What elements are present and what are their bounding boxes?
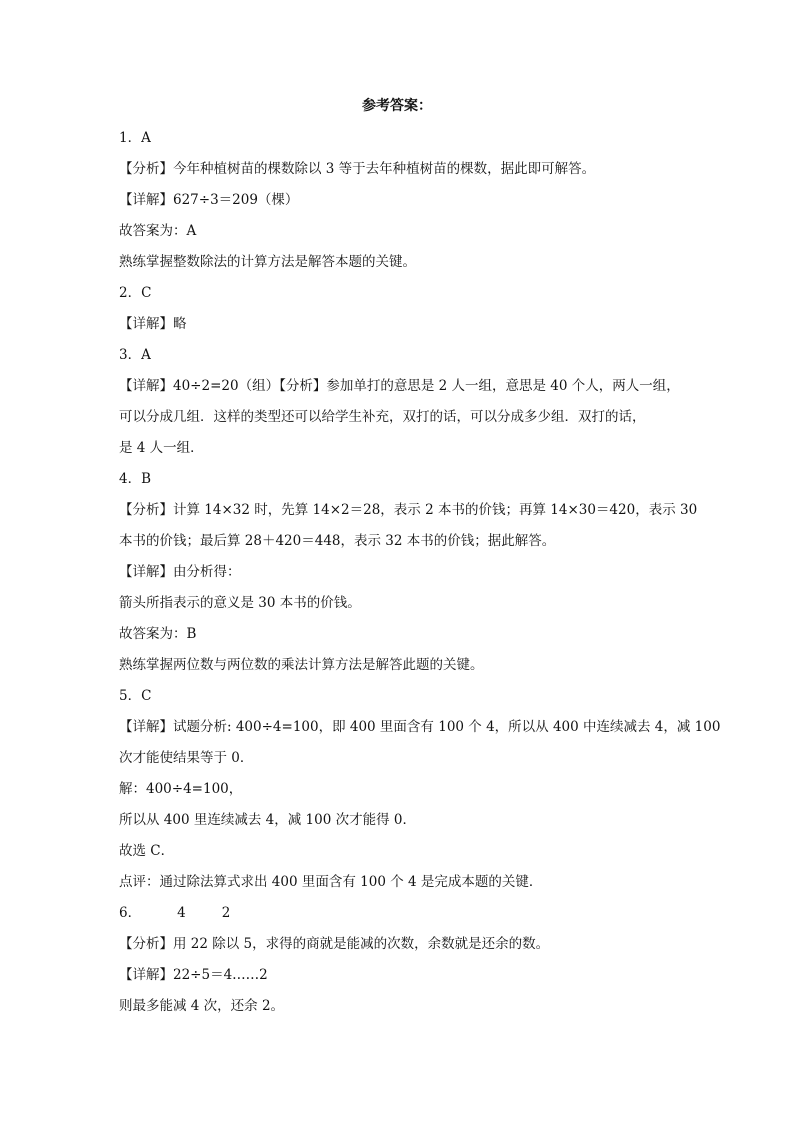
q4-detail-body: 箭头所指表示的意义是 30 本书的价钱。 xyxy=(119,595,361,611)
q1-comment: 熟练掌握整数除法的计算方法是解答本题的关键。 xyxy=(119,254,416,270)
q3-detail-line-2: 可以分成几组．这样的类型还可以给学生补充，双打的话，可以分成多少组．双打的话， xyxy=(119,409,646,425)
q4-answer: 4．B xyxy=(119,471,152,487)
q5-detail-line-2: 次才能使结果等于 0． xyxy=(119,750,254,766)
q1-answer: 1．A xyxy=(119,130,151,146)
q4-conclusion: 故答案为：B xyxy=(119,626,197,642)
q6-conclusion: 则最多能减 4 次，还余 2。 xyxy=(119,998,285,1014)
q5-detail-line-1: 【详解】试题分析: 400÷4=100，即 400 里面含有 100 个 4，所以从 400 中连续减去 4，减 100 xyxy=(119,719,721,735)
q5-solution: 解：400÷4=100， xyxy=(119,781,243,797)
q6-analysis: 【分析】用 22 除以 5，求得的商就是能减的次数，余数就是还余的数。 xyxy=(119,936,550,952)
q2-detail: 【详解】略 xyxy=(119,316,187,332)
answer-content xyxy=(119,123,721,1022)
q4-analysis-line-1: 【分析】计算 14×32 时，先算 14×2＝28，表示 2 本书的价钱；再算 14×30＝420，表示 30 xyxy=(119,502,698,518)
q3-detail-line-3: 是 4 人一组． xyxy=(119,440,204,456)
q6-number: 6． xyxy=(119,905,142,921)
q2-answer: 2．C xyxy=(119,285,152,301)
q6-answer-1: 4 xyxy=(177,905,186,921)
q6-detail: 【详解】22÷5＝4……2 xyxy=(119,967,268,983)
q1-conclusion: 故答案为：A xyxy=(119,223,197,239)
page-title: 参考答案： xyxy=(362,98,432,114)
q5-choice: 故选 C． xyxy=(119,843,175,859)
q3-answer: 3．A xyxy=(119,347,151,363)
q1-detail: 【详解】627÷3＝209（棵） xyxy=(119,192,299,208)
q5-comment: 点评：通过除法算式求出 400 里面含有 100 个 4 是完成本题的关键． xyxy=(119,874,543,890)
q6-answer-2: 2 xyxy=(221,905,231,921)
q1-analysis: 【分析】今年种植树苗的棵数除以 3 等于去年种植树苗的棵数，据此即可解答。 xyxy=(119,161,596,177)
q4-comment: 熟练掌握两位数与两位数的乘法计算方法是解答此题的关键。 xyxy=(119,657,484,673)
q3-detail-line-1: 【详解】40÷2=20（组）【分析】参加单打的意思是 2 人一组，意思是 40 个人，两人一组， xyxy=(119,378,680,394)
q4-detail: 【详解】由分析得： xyxy=(119,564,241,580)
q4-analysis-line-2: 本书的价钱；最后算 28＋420＝448，表示 32 本书的价钱；据此解答。 xyxy=(119,533,556,549)
q5-answer: 5．C xyxy=(119,688,152,704)
q6-answer xyxy=(119,898,689,929)
q5-solution-body: 所以从 400 里连续减去 4，减 100 次才能得 0． xyxy=(119,812,416,828)
